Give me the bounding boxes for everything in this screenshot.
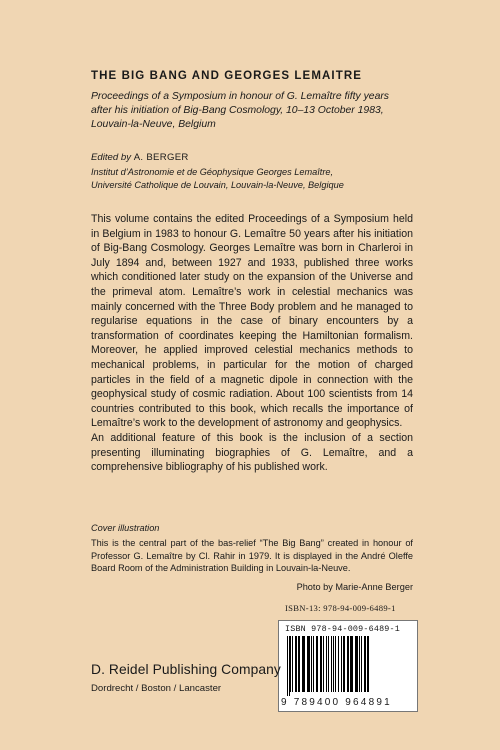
barcode-bar (326, 636, 327, 692)
publisher-cities: Dordrecht / Boston / Lancaster (91, 683, 222, 694)
barcode-bar (323, 636, 324, 692)
publisher-name: D. Reidel Publishing Company (91, 662, 281, 677)
barcode-bar (347, 636, 349, 692)
isbn-label: ISBN-13: 978-94-009-6489-1 (285, 603, 396, 613)
barcode-bar (335, 636, 336, 692)
barcode-bar (359, 636, 360, 692)
barcode (278, 620, 418, 712)
subtitle-line: after his initiation of Big-Bang Cosmology, 10–13 October 1983, (91, 105, 384, 116)
institute-line: Université Catholique de Louvain, Louvain-la-Neuve, Belgique (91, 179, 344, 190)
barcode-bar (333, 636, 334, 692)
barcode-bar (290, 636, 291, 692)
barcode-bar (328, 636, 329, 692)
barcode-bar (350, 636, 353, 692)
cover-illustration-text: This is the central part of the bas-relief “The Big Bang” created in honour of Professor G. Lemaître by Cl. Rahir in 1979. It is displayed in the André Oleffe Board Room of the Administration Building in Louvain-la-Neuve. (91, 538, 413, 573)
institute-line: Institut d’Astronomie et de Géophysique Georges Lemaître, (91, 167, 334, 177)
barcode-bar (295, 636, 297, 692)
subtitle-line: Louvain-la-Neuve, Belgium (91, 119, 216, 130)
barcode-bar (287, 636, 288, 696)
barcode-bar (343, 636, 345, 692)
barcode-bar (311, 636, 312, 692)
photo-credit: Photo by Marie-Anne Berger (296, 582, 413, 592)
barcode-isbn: ISBN 978-94-009-6489-1 (285, 624, 400, 634)
barcode-digits: 9 789400 964891 (281, 697, 392, 708)
editor-institute (91, 166, 344, 191)
barcode-bar (364, 636, 366, 692)
barcode-bar (355, 636, 358, 692)
barcode-bar (313, 636, 314, 692)
subtitle-line: Proceedings of a Symposium in honour of G. Lemaître fifty years (91, 91, 390, 102)
book-subtitle (91, 90, 431, 132)
description-paragraph: This volume contains the edited Proceedings of a Symposium held in Belgium in 1983 to honour G. Lemaître 50 years after his initiation of Big-Bang Cosmology. Georges Lemaître was born in Charleroi in July 1894 and, between 1927 and 1933, published three works which conditioned later study on the expansion of the Universe and the primeval atom. Lemaître’s work in celestial mechanics was mainly concerned with the Three Body problem and he managed to regularise equations in the case of binary encounters by a transformation of coordinates keeping the Hamiltonian formalism. Moreover, he applied improved celestial mechanics methods to mechanical problems, in particular for the motion of charged particles in the field of a magnetic dipole in connection with the geophysical study of cosmic radiation. About 100 scientists from 14 countries contributed to this book, which recalls the importance of Lemaître’s work to the development of astronomy and geophysics. (91, 213, 413, 430)
barcode-bar (289, 636, 290, 696)
barcode-bar (292, 636, 293, 692)
description (91, 212, 413, 475)
barcode-bar (341, 636, 342, 692)
barcode-bar (302, 636, 305, 692)
barcode-bar (367, 636, 369, 692)
book-title: THE BIG BANG AND GEORGES LEMAITRE (91, 70, 362, 82)
barcode-bar (331, 636, 332, 692)
editor-line (91, 152, 189, 163)
barcode-bar (307, 636, 310, 692)
editor-name: A. BERGER (133, 152, 189, 163)
barcode-bar (298, 636, 300, 692)
editor-prefix: Edited by (91, 152, 132, 163)
barcode-bar (320, 636, 322, 692)
barcode-bar (338, 636, 339, 692)
barcode-bar (361, 636, 362, 692)
cover-illustration-heading: Cover illustration (91, 523, 160, 533)
barcode-bars (287, 636, 409, 696)
description-paragraph: An additional feature of this book is the inclusion of a section presenting illuminating biographies of G. Lemaître, and a comprehensive bibliography of his published work. (91, 431, 413, 474)
barcode-bar (316, 636, 318, 692)
